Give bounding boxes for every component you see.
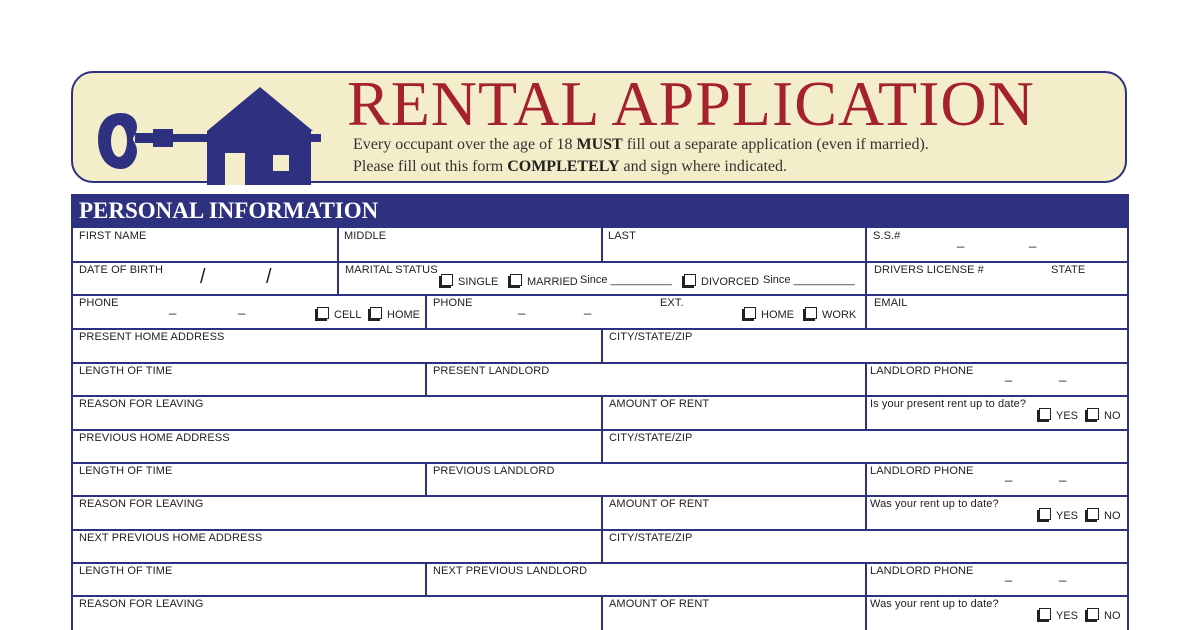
phone-dash: _ bbox=[1005, 467, 1013, 482]
yes-checkbox[interactable]: YES bbox=[1039, 608, 1078, 622]
instruction-line-1: Every occupant over the age of 18 MUST fill out a separate application (even if married). bbox=[353, 136, 929, 153]
col-divider bbox=[865, 562, 867, 595]
drivers-license-label: DRIVERS LICENSE # bbox=[874, 264, 984, 276]
married-since-field[interactable]: Since __________ bbox=[580, 274, 672, 286]
personal-information-form bbox=[71, 228, 1129, 630]
home-checkbox[interactable]: HOME bbox=[370, 307, 420, 321]
previous-landlord-label: PREVIOUS LANDLORD bbox=[433, 465, 555, 477]
col-divider bbox=[865, 462, 867, 495]
checkbox-icon bbox=[1087, 508, 1099, 520]
house-key-logo-icon bbox=[97, 79, 329, 185]
ext-label: EXT. bbox=[660, 297, 684, 309]
married-checkbox[interactable]: MARRIED bbox=[510, 274, 578, 288]
cell-checkbox[interactable]: CELL bbox=[317, 307, 362, 321]
first-name-label: FIRST NAME bbox=[79, 230, 147, 242]
row-divider bbox=[73, 395, 1127, 397]
row-divider bbox=[73, 562, 1127, 564]
length-of-time-label: LENGTH OF TIME bbox=[79, 465, 173, 477]
dob-slash: / bbox=[266, 266, 272, 288]
section-title: PERSONAL INFORMATION bbox=[79, 198, 379, 223]
row-divider bbox=[73, 462, 1127, 464]
checkbox-icon bbox=[510, 274, 522, 286]
yes-checkbox[interactable]: YES bbox=[1039, 508, 1078, 522]
col-divider bbox=[337, 261, 339, 294]
city-state-zip-label: CITY/STATE/ZIP bbox=[609, 331, 693, 343]
yes-checkbox[interactable]: YES bbox=[1039, 408, 1078, 422]
col-divider bbox=[425, 562, 427, 595]
middle-name-label: MIDDLE bbox=[344, 230, 387, 242]
no-checkbox[interactable]: NO bbox=[1087, 508, 1121, 522]
next-previous-address-label: NEXT PREVIOUS HOME ADDRESS bbox=[79, 532, 263, 544]
page-title: RENTAL APPLICATION bbox=[347, 68, 1035, 139]
instruction-line-2: Please fill out this form COMPLETELY and sign where indicated. bbox=[353, 158, 788, 175]
rent-question: Was your rent up to date? bbox=[870, 598, 999, 610]
checkbox-icon bbox=[441, 274, 453, 286]
state-label: STATE bbox=[1051, 264, 1086, 276]
checkbox-icon bbox=[744, 307, 756, 319]
amount-of-rent-label: AMOUNT OF RENT bbox=[609, 598, 710, 610]
length-of-time-label: LENGTH OF TIME bbox=[79, 565, 173, 577]
row-divider bbox=[73, 261, 1127, 263]
rent-question: Was your rent up to date? bbox=[870, 498, 999, 510]
checkbox-icon bbox=[684, 274, 696, 286]
phone-label: PHONE bbox=[79, 297, 119, 309]
work-checkbox[interactable]: WORK bbox=[805, 307, 856, 321]
ssn-dash: _ bbox=[1029, 233, 1037, 248]
single-checkbox[interactable]: SINGLE bbox=[441, 274, 498, 288]
no-checkbox[interactable]: NO bbox=[1087, 608, 1121, 622]
city-state-zip-label: CITY/STATE/ZIP bbox=[609, 532, 693, 544]
phone-2-label: PHONE bbox=[433, 297, 473, 309]
col-divider bbox=[601, 328, 603, 362]
landlord-phone-label: LANDLORD PHONE bbox=[870, 465, 974, 477]
ssn-label: S.S.# bbox=[873, 230, 901, 242]
phone-dash: _ bbox=[1059, 467, 1067, 482]
phone-dash: _ bbox=[518, 300, 526, 315]
phone-dash: _ bbox=[584, 300, 592, 315]
email-label: EMAIL bbox=[874, 297, 908, 309]
col-divider bbox=[425, 294, 427, 328]
row-divider bbox=[73, 495, 1127, 497]
phone-dash: _ bbox=[1005, 567, 1013, 582]
checkbox-icon bbox=[1039, 508, 1051, 520]
col-divider bbox=[865, 395, 867, 429]
phone-dash: _ bbox=[1059, 367, 1067, 382]
amount-of-rent-label: AMOUNT OF RENT bbox=[609, 498, 710, 510]
col-divider bbox=[425, 462, 427, 495]
next-previous-landlord-label: NEXT PREVIOUS LANDLORD bbox=[433, 565, 588, 577]
present-rent-question: Is your present rent up to date? bbox=[870, 398, 1027, 410]
col-divider bbox=[865, 362, 867, 395]
reason-for-leaving-label: REASON FOR LEAVING bbox=[79, 398, 204, 410]
previous-address-label: PREVIOUS HOME ADDRESS bbox=[79, 432, 230, 444]
col-divider bbox=[337, 228, 339, 261]
checkbox-icon bbox=[1039, 608, 1051, 620]
col-divider bbox=[601, 395, 603, 429]
col-divider bbox=[601, 595, 603, 630]
row-divider bbox=[73, 362, 1127, 364]
row-divider bbox=[73, 529, 1127, 531]
divorced-checkbox[interactable]: DIVORCED bbox=[684, 274, 759, 288]
present-address-label: PRESENT HOME ADDRESS bbox=[79, 331, 225, 343]
phone-dash: _ bbox=[1005, 367, 1013, 382]
phone-dash: _ bbox=[169, 300, 177, 315]
reason-for-leaving-label: REASON FOR LEAVING bbox=[79, 598, 204, 610]
col-divider bbox=[865, 228, 867, 261]
col-divider bbox=[601, 495, 603, 529]
phone-dash: _ bbox=[238, 300, 246, 315]
col-divider bbox=[425, 362, 427, 395]
present-landlord-label: PRESENT LANDLORD bbox=[433, 365, 550, 377]
col-divider bbox=[601, 228, 603, 261]
marital-status-label: MARITAL STATUS bbox=[345, 264, 438, 276]
divorced-since-field[interactable]: Since __________ bbox=[763, 274, 855, 286]
checkbox-icon bbox=[1087, 408, 1099, 420]
city-state-zip-label: CITY/STATE/ZIP bbox=[609, 432, 693, 444]
no-checkbox[interactable]: NO bbox=[1087, 408, 1121, 422]
amount-of-rent-label: AMOUNT OF RENT bbox=[609, 398, 710, 410]
row-divider bbox=[73, 595, 1127, 597]
home-phone-checkbox[interactable]: HOME bbox=[744, 307, 794, 321]
header-banner bbox=[71, 68, 1127, 183]
col-divider bbox=[865, 495, 867, 529]
length-of-time-label: LENGTH OF TIME bbox=[79, 365, 173, 377]
ssn-dash: _ bbox=[957, 233, 965, 248]
col-divider bbox=[865, 294, 867, 328]
checkbox-icon bbox=[1087, 608, 1099, 620]
col-divider bbox=[601, 529, 603, 562]
dob-slash: / bbox=[200, 266, 206, 288]
dob-label: DATE OF BIRTH bbox=[79, 264, 164, 276]
col-divider bbox=[865, 595, 867, 630]
checkbox-icon bbox=[317, 307, 329, 319]
row-divider bbox=[73, 429, 1127, 431]
checkbox-icon bbox=[805, 307, 817, 319]
col-divider bbox=[865, 261, 867, 294]
landlord-phone-label: LANDLORD PHONE bbox=[870, 565, 974, 577]
row-divider bbox=[73, 294, 1127, 296]
checkbox-icon bbox=[370, 307, 382, 319]
section-header bbox=[71, 194, 1129, 228]
col-divider bbox=[601, 429, 603, 462]
last-name-label: LAST bbox=[608, 230, 636, 242]
reason-for-leaving-label: REASON FOR LEAVING bbox=[79, 498, 204, 510]
phone-dash: _ bbox=[1059, 567, 1067, 582]
checkbox-icon bbox=[1039, 408, 1051, 420]
row-divider bbox=[73, 328, 1127, 330]
landlord-phone-label: LANDLORD PHONE bbox=[870, 365, 974, 377]
